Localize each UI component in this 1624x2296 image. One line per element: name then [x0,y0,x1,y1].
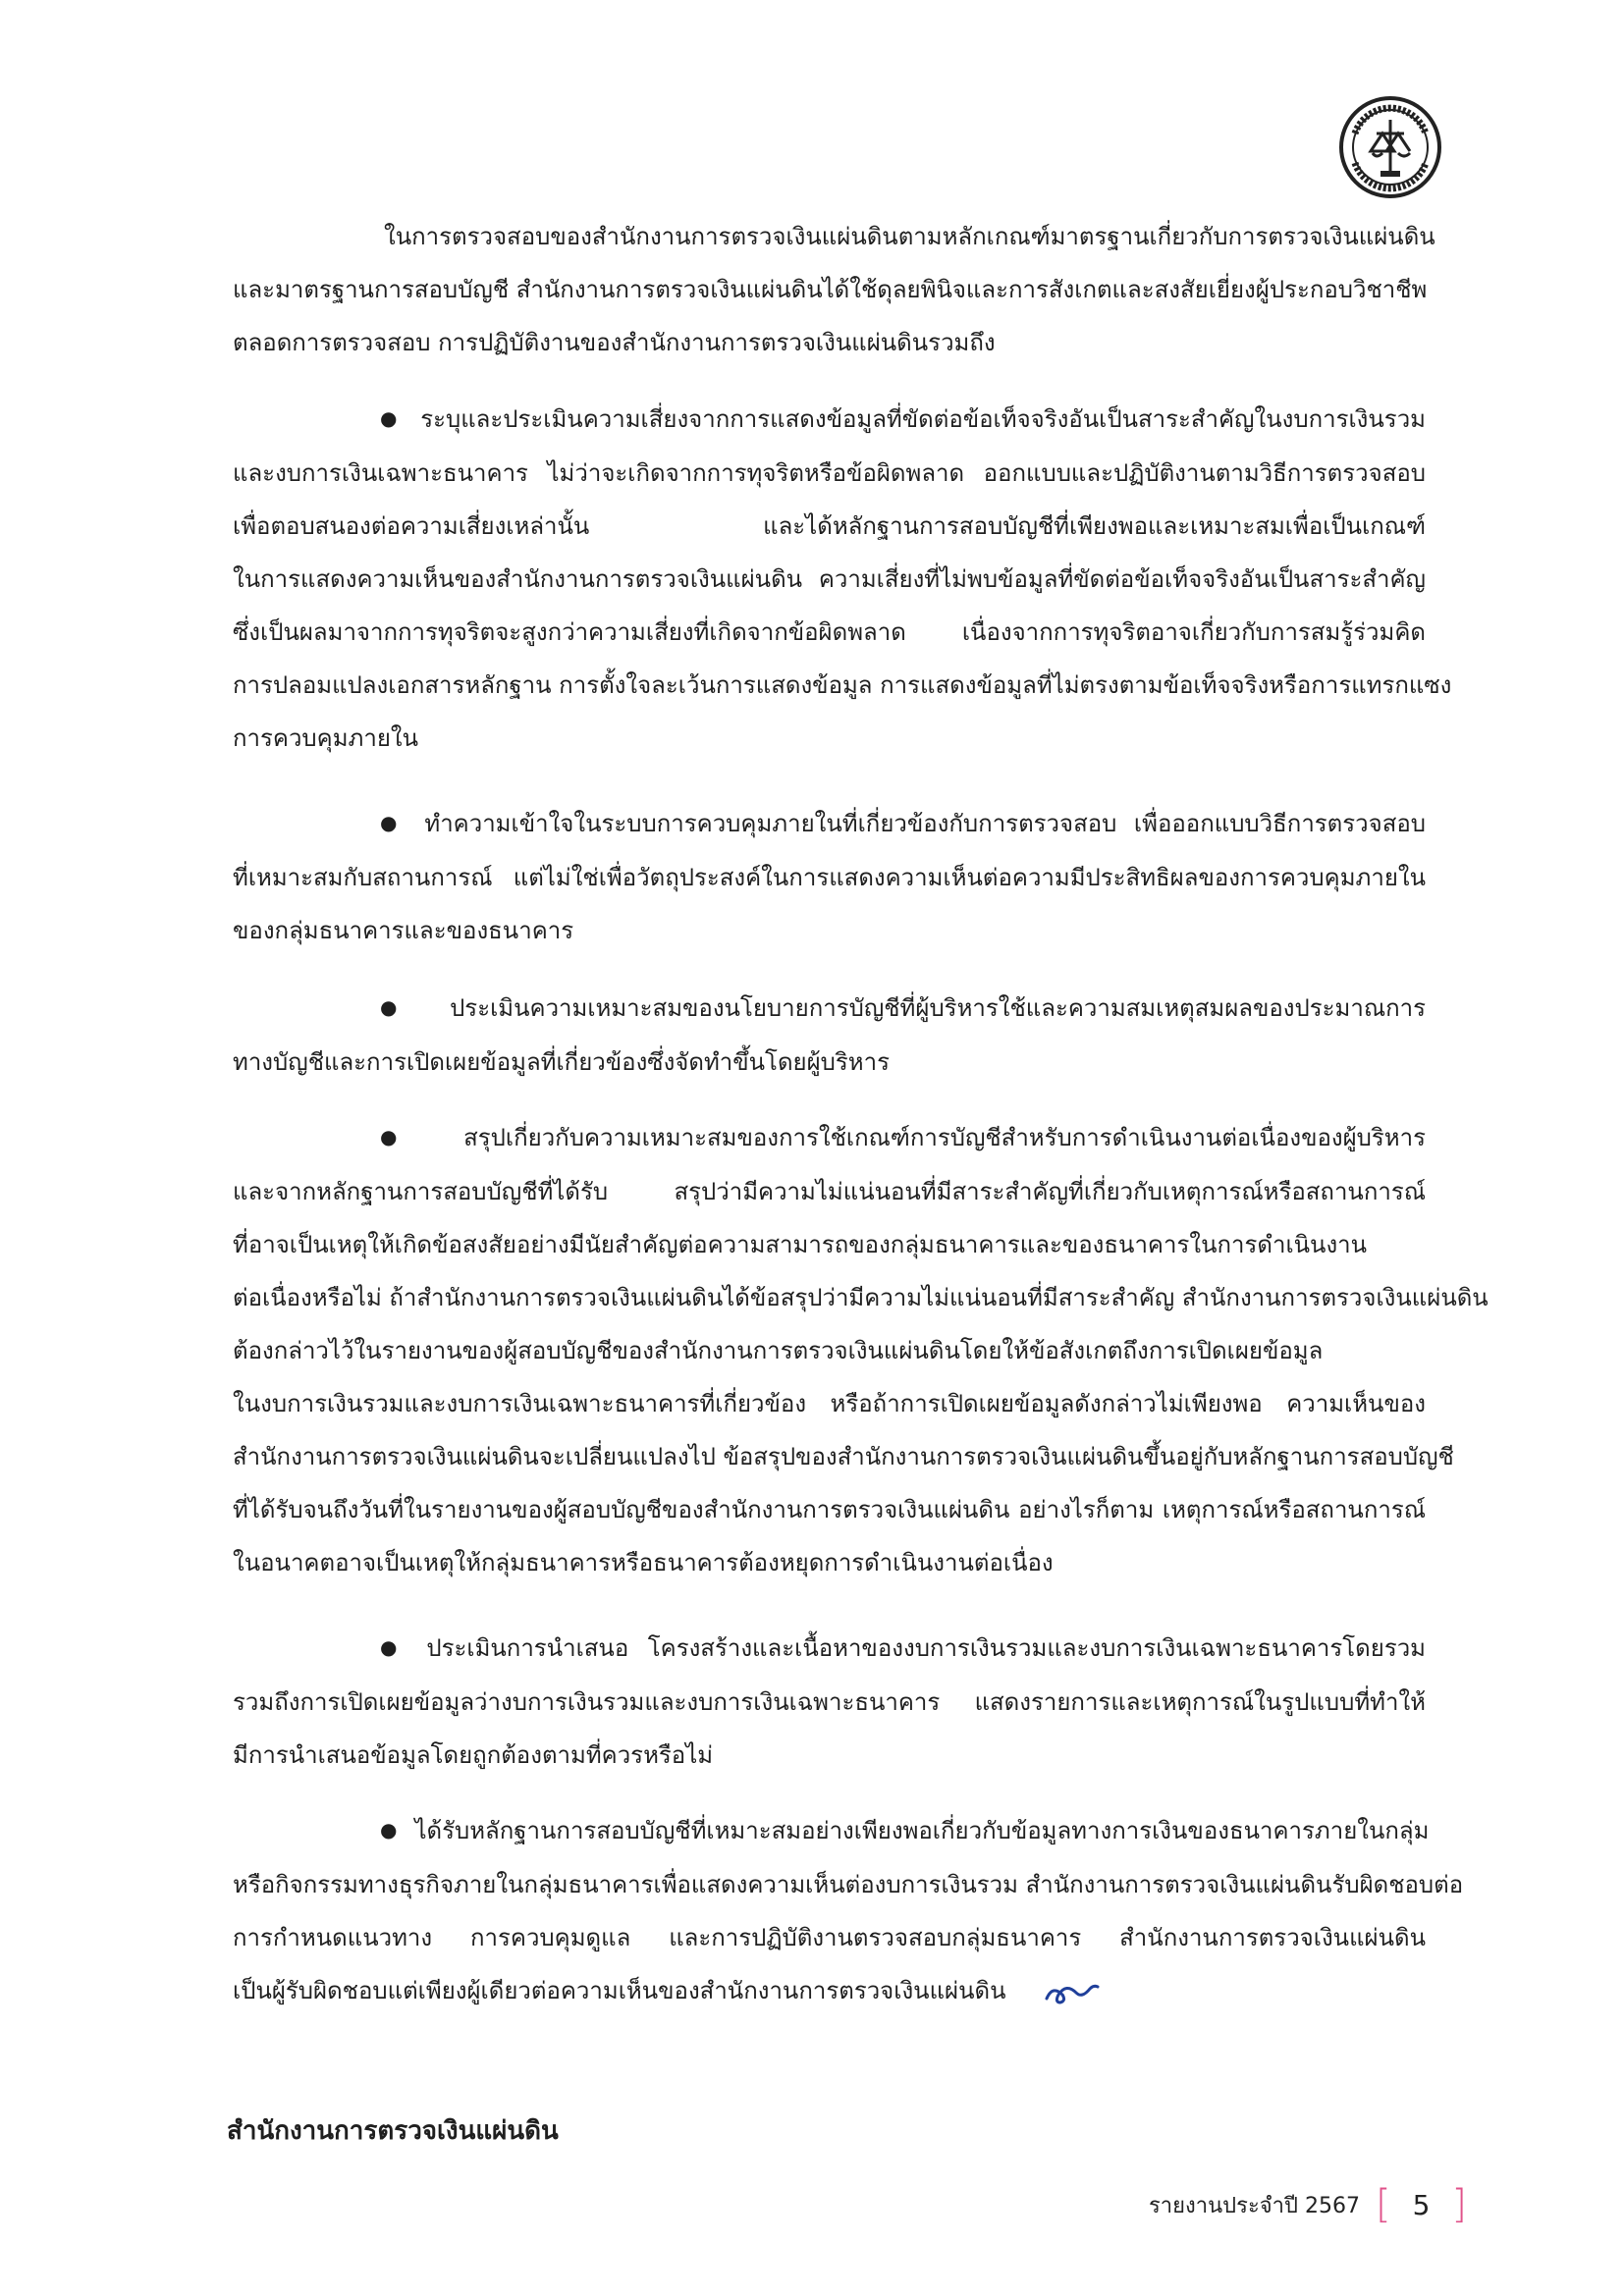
text-line: ● ได้รับหลักฐานการสอบบัญชีที่เหมาะสมอย่างเพียงพอเกี่ยวกับข้อมูลทางการเงินของธนาคารภายในกลุ่ม [233,1804,1426,1858]
text-line: ● ระบุและประเมินความเสี่ยงจากการแสดงข้อมูลที่ขัดต่อข้อเท็จจริงอันเป็นสาระสำคัญในงบการเงินรวม [233,393,1426,447]
text-line: ที่เหมาะสมกับสถานการณ์ แต่ไม่ใช่เพื่อวัตถุประสงค์ในการแสดงความเห็นต่อความมีประสิทธิผลของการควบคุมภายใน [233,864,1426,891]
text-line: ทางบัญชีและการเปิดเผยข้อมูลที่เกี่ยวข้องซึ่งจัดทำขึ้นโดยผู้บริหาร [233,1048,890,1076]
intro-paragraph [233,210,1435,369]
text-line: ● ประเมินการนำเสนอ โครงสร้างและเนื้อหาของงบการเงินรวมและงบการเงินเฉพาะธนาคารโดยรวม [233,1622,1426,1676]
text-line: ● ประเมินความเหมาะสมของนโยบายการบัญชีที่ผู้บริหารใช้และความสมเหตุสมผลของประมาณการ [233,982,1426,1036]
text-line: หรือกิจกรรมทางธุรกิจภายในกลุ่มธนาคารเพื่อแสดงความเห็นต่องบการเงินรวม สำนักงานการตรวจเงินแผ่นดินรับผิดชอบต่อ [233,1871,1464,1898]
left-bracket-icon: [ [1375,2182,1391,2227]
text-line: ● สรุปเกี่ยวกับความเหมาะสมของการใช้เกณฑ์การบัญชีสำหรับการดำเนินงานต่อเนื่องของผู้บริหาร [233,1111,1426,1165]
text-line: เป็นผู้รับผิดชอบแต่เพียงผู้เดียวต่อความเห็นของสำนักงานการตรวจเงินแผ่นดิน [233,1977,1006,2004]
text-line: ต่อเนื่องหรือไม่ ถ้าสำนักงานการตรวจเงินแผ่นดินได้ข้อสรุปว่ามีความไม่แน่นอนที่มีสาระสำคัญ สำนักงานการตรวจเงินแผ่นดิน [233,1284,1489,1311]
text-line: ที่ได้รับจนถึงวันที่ในรายงานของผู้สอบบัญชีของสำนักงานการตรวจเงินแผ่นดิน อย่างไรก็ตาม เหตุการณ์หรือสถานการณ์ [233,1496,1426,1523]
bullet-paragraph-internal-control [233,797,1426,957]
text-line: และมาตรฐานการสอบบัญชี สำนักงานการตรวจเงินแผ่นดินได้ใช้ดุลยพินิจและการสังเกตและสงสัยเยี่ยงผู้ประกอบวิชาชีพ [233,276,1428,303]
text-line: ที่อาจเป็นเหตุให้เกิดข้อสงสัยอย่างมีนัยสำคัญต่อความสามารถของกลุ่มธนาคารและของธนาคารในการดำเนินงาน [233,1231,1368,1258]
text-line: การปลอมแปลงเอกสารหลักฐาน การตั้งใจละเว้นการแสดงข้อมูล การแสดงข้อมูลที่ไม่ตรงตามข้อเท็จจริงหรือการแทรกแซง [233,671,1452,699]
bullet-paragraph-risk [233,393,1452,765]
office-seal-logo [1337,94,1443,200]
bullet-paragraph-group-evidence [233,1804,1464,2017]
text-line: และงบการเงินเฉพาะธนาคาร ไม่ว่าจะเกิดจากการทุจริตหรือข้อผิดพลาด ออกแบบและปฏิบัติงานตามวิธีการตรวจสอบ [233,459,1426,487]
bullet-paragraph-presentation [233,1622,1426,1782]
report-label: รายงานประจำปี 2567 [1148,2193,1360,2218]
text-line: ในงบการเงินรวมและงบการเงินเฉพาะธนาคารที่เกี่ยวข้อง หรือถ้าการเปิดเผยข้อมูลดังกล่าวไม่เพียงพอ ความเห็นของ [233,1390,1426,1417]
text-line: ในการแสดงความเห็นของสำนักงานการตรวจเงินแผ่นดิน ความเสี่ยงที่ไม่พบข้อมูลที่ขัดต่อข้อเท็จจริงอันเป็นสาระสำคัญ [233,565,1426,593]
text-line: การควบคุมภายใน [233,724,419,752]
bullet-paragraph-accounting-policy [233,982,1426,1089]
text-line: ของกลุ่มธนาคารและของธนาคาร [233,917,574,944]
bullet-paragraph-going-concern [233,1111,1489,1589]
text-line: รวมถึงการเปิดเผยข้อมูลว่างบการเงินรวมและงบการเงินเฉพาะธนาคาร แสดงรายการและเหตุการณ์ในรูปแบบที่ทำให้ [233,1688,1426,1716]
text-line: ตลอดการตรวจสอบ การปฏิบัติงานของสำนักงานการตรวจเงินแผ่นดินรวมถึง [233,329,996,356]
text-line: การกำหนดแนวทาง การควบคุมดูแล และการปฏิบัติงานตรวจสอบกลุ่มธนาคาร สำนักงานการตรวจเงินแผ่นดิน [233,1924,1426,1951]
text-line: ซึ่งเป็นผลมาจากการทุจริตจะสูงกว่าความเสี่ยงที่เกิดจากข้อผิดพลาด เนื่องจากการทุจริตอาจเกี่ยวกับการสมรู้ร่วมคิด [233,618,1426,646]
text-line: มีการนำเสนอข้อมูลโดยถูกต้องตามที่ควรหรือไม่ [233,1741,714,1769]
initial-signature-mark [1043,1977,1102,2008]
text-line: ● ทำความเข้าใจในระบบการควบคุมภายในที่เกี่ยวข้องกับการตรวจสอบ เพื่อออกแบบวิธีการตรวจสอบ [233,797,1426,851]
text-line: ในอนาคตอาจเป็นเหตุให้กลุ่มธนาคารหรือธนาคารต้องหยุดการดำเนินงานต่อเนื่อง [233,1549,1054,1576]
text-line: และจากหลักฐานการสอบบัญชีที่ได้รับ สรุปว่ามีความไม่แน่นอนที่มีสาระสำคัญที่เกี่ยวกับเหตุการณ์หรือสถานการณ์ [233,1178,1426,1205]
right-bracket-icon: ] [1451,2182,1467,2227]
page-footer [1148,2182,1467,2227]
signoff-office-name: สำนักงานการตรวจเงินแผ่นดิน [227,2116,559,2146]
text-line: สำนักงานการตรวจเงินแผ่นดินจะเปลี่ยนแปลงไป ข้อสรุปของสำนักงานการตรวจเงินแผ่นดินขึ้นอยู่กับหลักฐานการสอบบัญชี [233,1443,1454,1470]
page-number: 5 [1412,2188,1431,2221]
text-line: เพื่อตอบสนองต่อความเสี่ยงเหล่านั้น และได้หลักฐานการสอบบัญชีที่เพียงพอและเหมาะสมเพื่อเป็นเกณฑ์ [233,512,1426,540]
text-line: ต้องกล่าวไว้ในรายงานของผู้สอบบัญชีของสำนักงานการตรวจเงินแผ่นดินโดยให้ข้อสังเกตถึงการเปิดเผยข้อมูล [233,1337,1324,1364]
text-line: ในการตรวจสอบของสำนักงานการตรวจเงินแผ่นดินตามหลักเกณฑ์มาตรฐานเกี่ยวกับการตรวจเงินแผ่นดิน [384,223,1435,250]
